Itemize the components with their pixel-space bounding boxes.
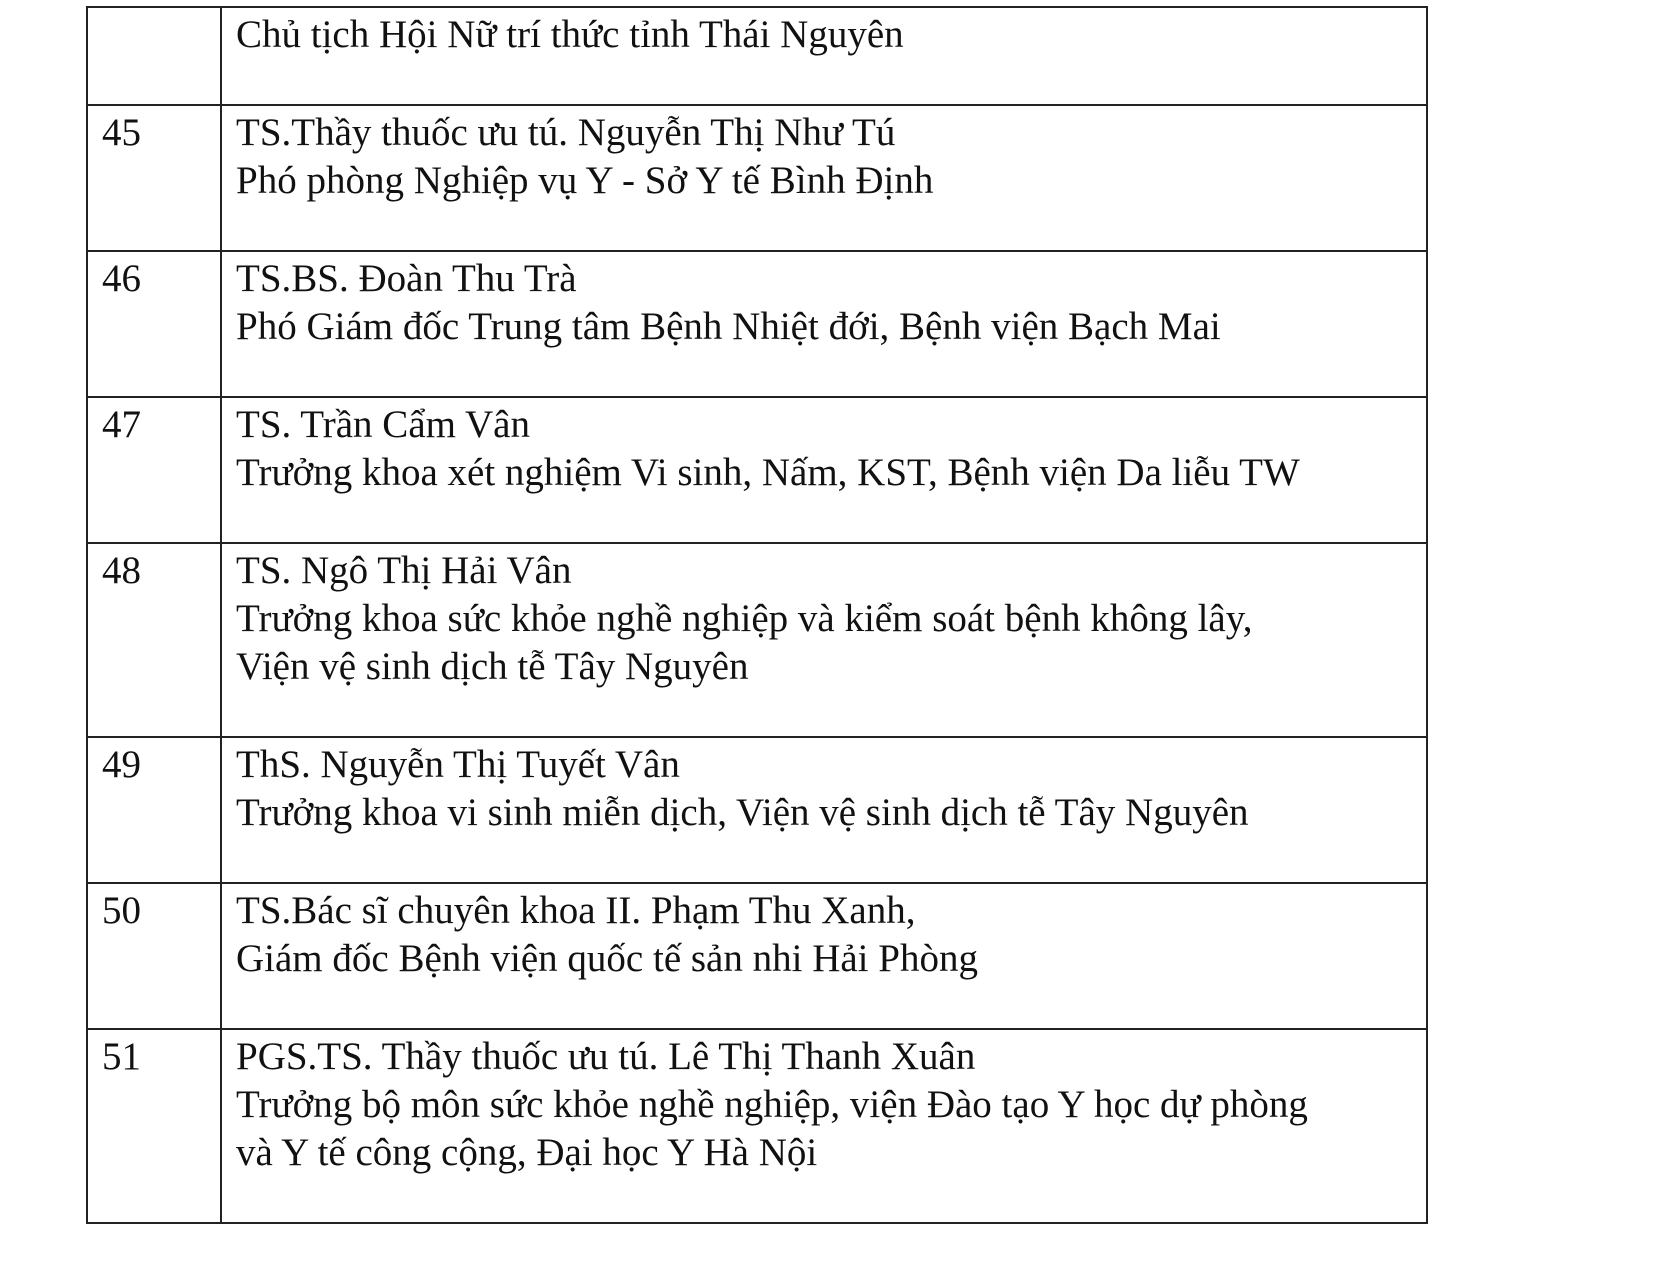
- member-name: ThS. Nguyễn Thị Tuyết Vân: [236, 743, 680, 786]
- member-name: TS. Ngô Thị Hải Vân: [236, 549, 572, 592]
- member-name: TS.Thầy thuốc ưu tú. Nguyễn Thị Như Tú: [236, 111, 896, 154]
- table-row: [87, 883, 1427, 1029]
- row-number: 46: [87, 251, 221, 397]
- member-name: TS.Bác sĩ chuyên khoa II. Phạm Thu Xanh,: [236, 889, 916, 932]
- member-position: Giám đốc Bệnh viện quốc tế sản nhi Hải Phòng: [236, 937, 978, 980]
- member-table: [86, 6, 1428, 1224]
- member-info: [221, 543, 1427, 737]
- member-name: PGS.TS. Thầy thuốc ưu tú. Lê Thị Thanh Xuân: [236, 1035, 976, 1078]
- member-position: Trưởng khoa vi sinh miễn dịch, Viện vệ sinh dịch tễ Tây Nguyên: [236, 791, 1249, 834]
- row-number: 49: [87, 737, 221, 883]
- member-position-continued: và Y tế công cộng, Đại học Y Hà Nội: [236, 1131, 818, 1174]
- member-position: Phó Giám đốc Trung tâm Bệnh Nhiệt đới, Bệnh viện Bạch Mai: [236, 305, 1221, 348]
- member-info: [221, 397, 1427, 543]
- table-row: [87, 1029, 1427, 1223]
- row-number: 48: [87, 543, 221, 737]
- member-info: [221, 251, 1427, 397]
- member-info: [221, 105, 1427, 251]
- row-number: 51: [87, 1029, 221, 1223]
- row-number: 45: [87, 105, 221, 251]
- table-row: [87, 105, 1427, 251]
- member-info: [221, 883, 1427, 1029]
- member-info: [221, 1029, 1427, 1223]
- row-number: 50: [87, 883, 221, 1029]
- member-name: TS. Trần Cẩm Vân: [236, 403, 530, 446]
- member-title: Chủ tịch Hội Nữ trí thức tỉnh Thái Nguyên: [236, 13, 904, 56]
- table-row: [87, 737, 1427, 883]
- member-position: Trưởng khoa xét nghiệm Vi sinh, Nấm, KST, Bệnh viện Da liễu TW: [236, 451, 1300, 494]
- member-position: Phó phòng Nghiệp vụ Y - Sở Y tế Bình Định: [236, 159, 934, 202]
- member-position-continued: Viện vệ sinh dịch tễ Tây Nguyên: [236, 645, 749, 688]
- table-row: [87, 251, 1427, 397]
- member-position: Trưởng bộ môn sức khỏe nghề nghiệp, viện Đào tạo Y học dự phòng: [236, 1083, 1308, 1126]
- row-number: 47: [87, 397, 221, 543]
- table-row: [87, 7, 1427, 105]
- table-row: [87, 543, 1427, 737]
- member-info: [221, 737, 1427, 883]
- member-info: [221, 7, 1427, 105]
- row-number: [87, 7, 221, 105]
- member-name: TS.BS. Đoàn Thu Trà: [236, 257, 577, 300]
- member-position: Trưởng khoa sức khỏe nghề nghiệp và kiểm soát bệnh không lây,: [236, 597, 1253, 640]
- table-row: [87, 397, 1427, 543]
